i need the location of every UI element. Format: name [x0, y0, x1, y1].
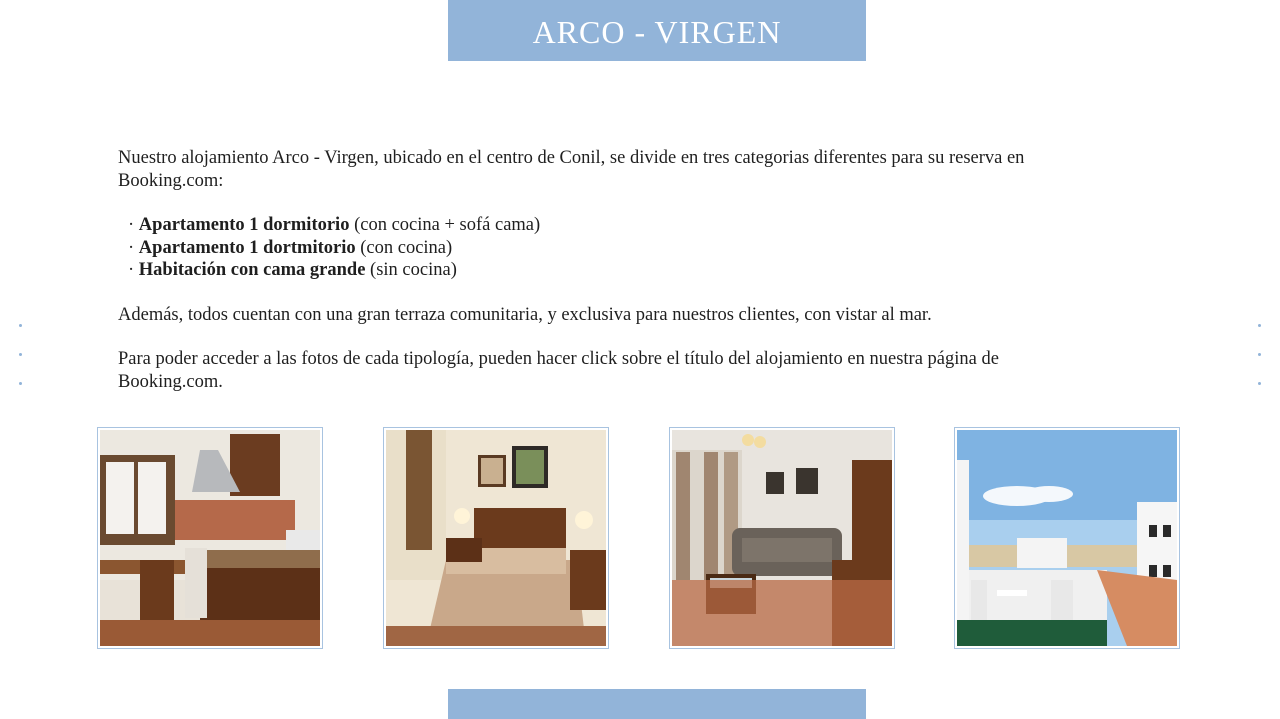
left-dots-decoration [19, 324, 23, 385]
room-type-item: · Apartamento 1 dormitorio (con cocina + sofá cama) [128, 215, 541, 235]
bedroom-photo-icon [386, 430, 606, 646]
room-type-list [118, 214, 1078, 282]
description-block [118, 147, 1078, 393]
title-banner [448, 0, 866, 61]
room-type-item: · Habitación con cama grande (sin cocina) [128, 260, 457, 280]
living-room-photo-icon [672, 430, 892, 646]
terrace-photo-icon [957, 430, 1177, 646]
bedroom-photo[interactable] [383, 427, 609, 649]
room-type-item: · Apartamento 1 dortmitorio (con cocina) [128, 237, 453, 258]
kitchen-photo-icon [100, 430, 320, 646]
terrace-paragraph: Además, todos cuentan con una gran terraza comunitaria, y exclusiva para nuestros clientes, con vistar al mar. [118, 304, 932, 325]
living-room-photo[interactable] [669, 427, 895, 649]
terrace-photo[interactable] [954, 427, 1180, 649]
bottom-banner [448, 689, 866, 719]
intro-paragraph: Nuestro alojamiento Arco - Virgen, ubicado en el centro de Conil, se divide en tres categorias diferentes para su reserva en Booking.com: [118, 148, 1025, 191]
kitchen-photo[interactable] [97, 427, 323, 649]
photos-paragraph: Para poder acceder a las fotos de cada tipología, pueden hacer click sobre el título del alojamiento en nuestra página de Booking.com. [118, 349, 999, 392]
right-dots-decoration [1258, 324, 1262, 385]
page-title: ARCO - VIRGEN [532, 14, 782, 50]
